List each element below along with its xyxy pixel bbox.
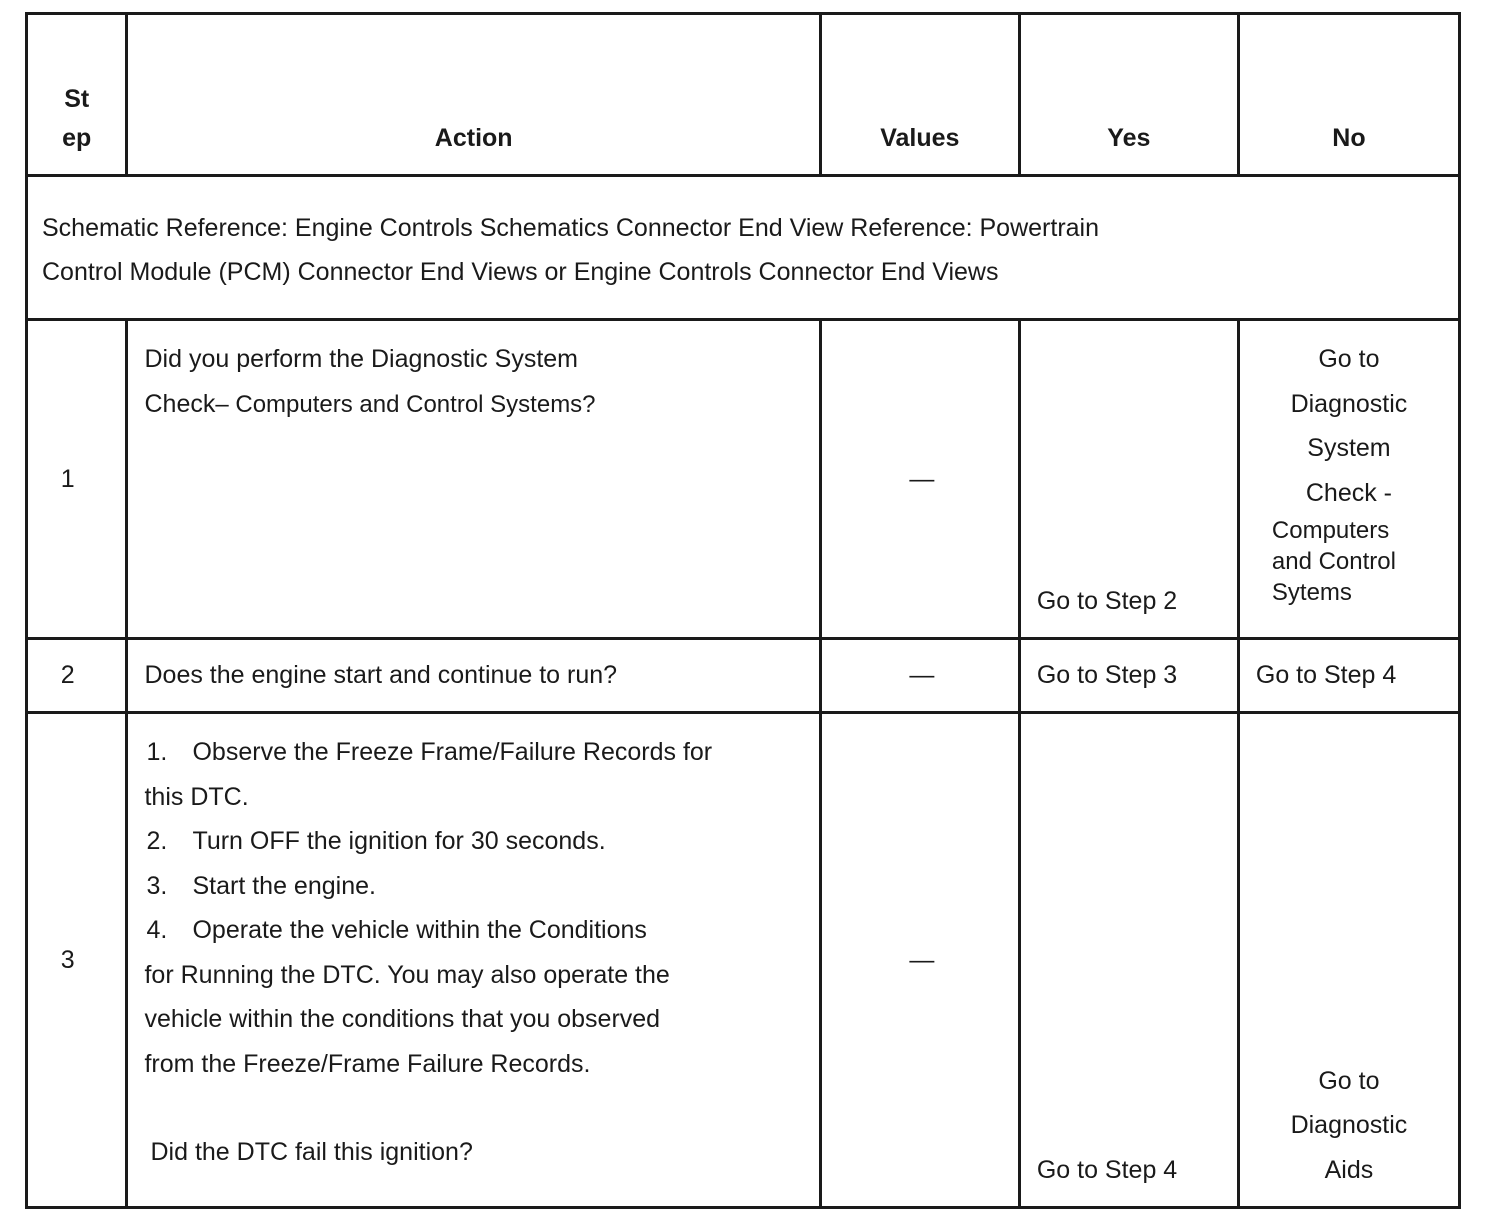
yes-cell: Go to Step 3 [1019,639,1238,713]
no-line: Diagnostic [1290,389,1408,418]
action-step-4-cont: from the Freeze/Frame Failure Records. [144,1049,591,1078]
header-step-line-1: St [64,85,90,113]
table-row [27,713,1460,1208]
no-line: Aids [1324,1155,1374,1184]
header-no: No [1238,14,1459,176]
yes-cell: Go to Step 4 [1019,713,1238,1208]
list-text: Observe the Freeze Frame/Failure Records for [192,738,713,766]
action-step-4-cont: vehicle within the conditions that you observed [144,1005,661,1033]
schematic-reference [27,176,1460,320]
action-check-rest: – Computers and Control Systems? [215,390,596,418]
table-row [27,320,1460,639]
action-step-4 [144,908,804,953]
reference-line-1: Schematic Reference: Engine Controls Schematics Connector End View Reference: Powertrain [42,213,1100,242]
no-line: Go to [1318,1066,1380,1095]
reference-row [27,176,1460,320]
step-number: 3 [27,713,127,1208]
list-text: Start the engine. [192,871,376,900]
step-number: 1 [27,320,127,639]
action-line: Did you perform the Diagnostic System [144,345,578,373]
action-step-2 [144,819,804,864]
header-action: Action [127,14,820,176]
list-text: Operate the vehicle within the Conditions [192,916,647,944]
no-line: Diagnostic [1290,1111,1408,1139]
table-row [27,639,1460,713]
header-yes: Yes [1019,14,1238,176]
action-text: Does the engine start and continue to run? [127,639,820,713]
table-header-row [27,14,1460,176]
action-step-1-cont: this DTC. [144,782,249,811]
action-check-word: Check [144,389,216,418]
no-cell [1238,713,1459,1208]
header-values: Values [820,14,1019,176]
no-line: Check - [1305,478,1393,507]
no-cell: Go to Step 4 [1238,639,1459,713]
no-line: System [1307,434,1391,462]
spacer [144,1086,804,1130]
action-line [144,382,804,428]
action-step-4-cont: for Running the DTC. You may also operate the [144,960,670,989]
no-line: Computers [1271,517,1390,544]
action-text [127,320,820,639]
no-line: and Control [1271,548,1396,575]
values-cell: — [820,320,1019,639]
list-number: 2. [146,827,168,855]
values-cell: — [820,639,1019,713]
yes-cell: Go to Step 2 [1019,320,1238,639]
header-step [27,14,127,176]
action-text [127,713,820,1208]
reference-line-2: Control Module (PCM) Connector End Views or Engine Controls Connector End Views [42,258,999,286]
values-cell: — [820,713,1019,1208]
action-question: Did the DTC fail this ignition? [150,1138,473,1166]
list-number: 1. [146,738,168,766]
action-step-3 [144,864,804,909]
no-line: Go to [1318,345,1380,373]
header-step-line-2: ep [62,124,92,152]
no-line: Sytems [1271,579,1352,606]
list-number: 4. [146,916,168,944]
step-number: 2 [27,639,127,713]
list-number: 3. [146,871,168,900]
list-text: Turn OFF the ignition for 30 seconds. [192,827,606,855]
diagnostic-table [25,12,1461,1209]
no-cell [1238,320,1459,639]
action-step-1 [144,730,804,775]
